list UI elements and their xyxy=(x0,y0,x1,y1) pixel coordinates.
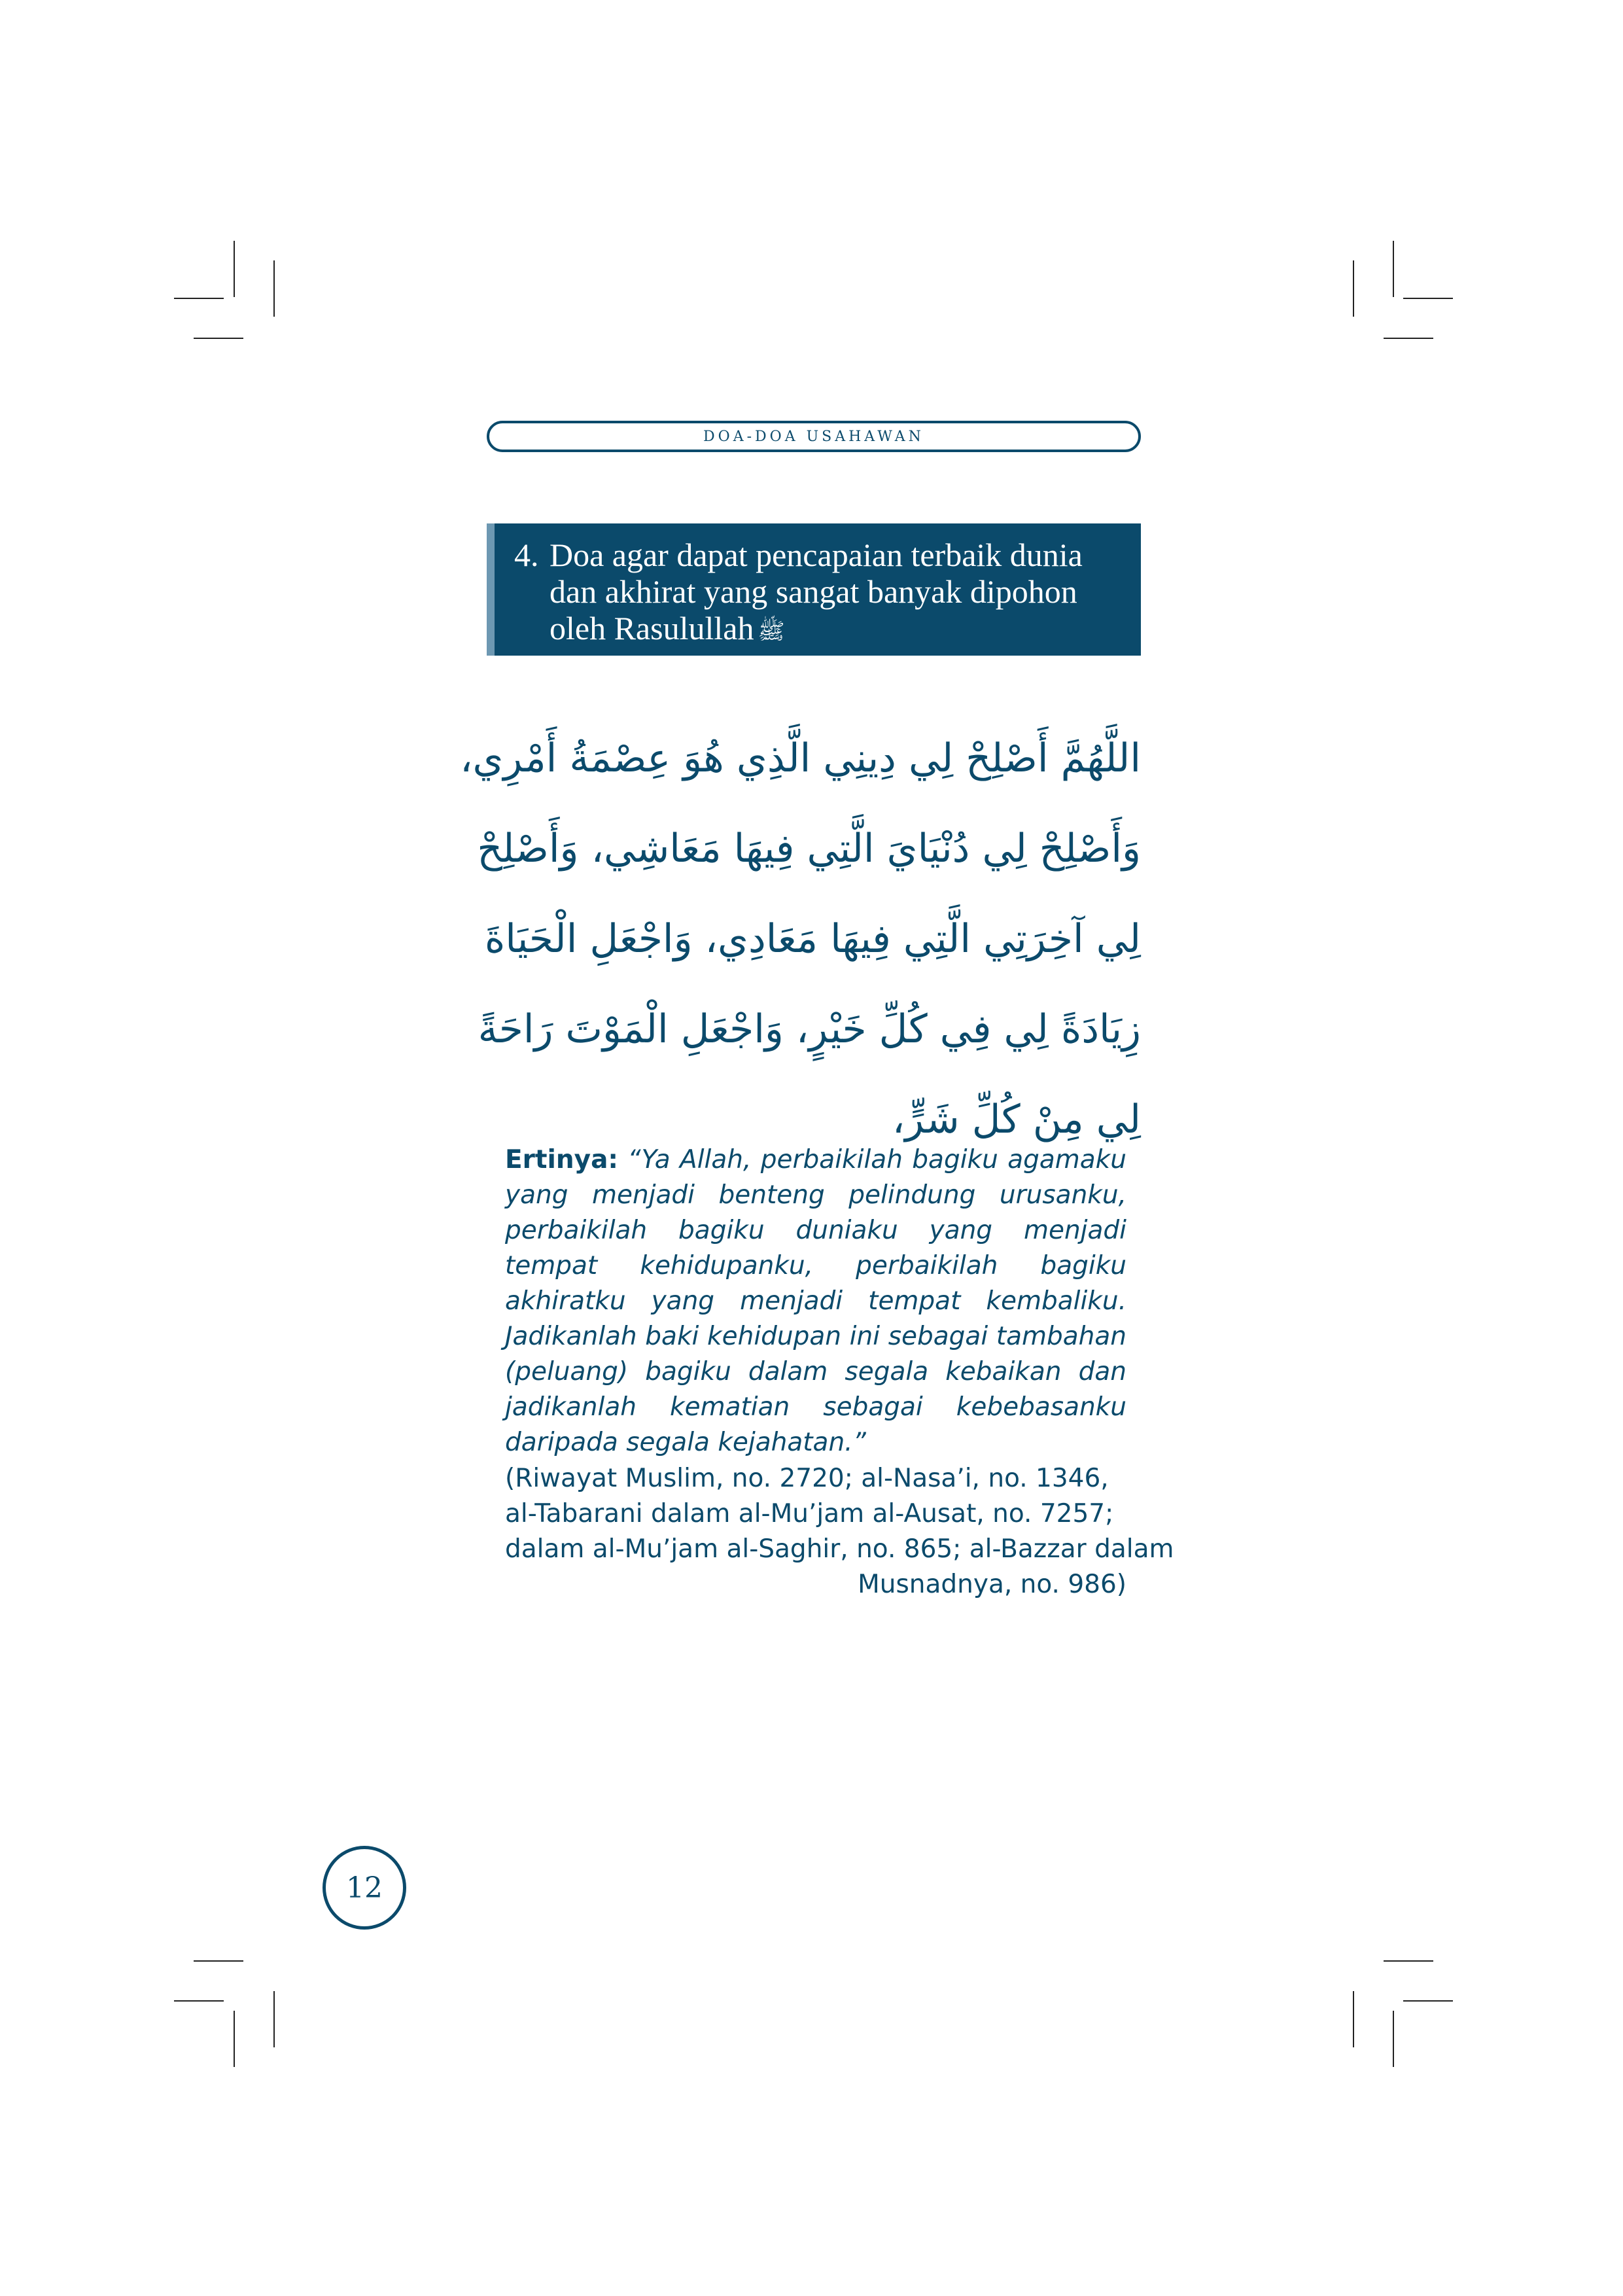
citation-line: Musnadnya, no. 986) xyxy=(858,1570,1126,1599)
citation-line: (Riwayat Muslim, no. 2720; al-Nasa’i, no. 1346, xyxy=(505,1464,1109,1493)
section-title xyxy=(495,523,1137,656)
translation-text: “Ya Allah, perbaikilah bagiku agamaku yang menjadi benteng pelindung urusanku, perbaikilah bagiku duniaku yang menjadi tempat kehidupanku, perbaikilah bagiku akhiratku yang menjadi tempat kembaliku. Jadikanlah baki kehidupan ini sebagai tambahan (peluang) bagiku dalam segala kebaikan dan jadikanlah kematian sebagai kebebasanku daripada segala kejahatan.” xyxy=(505,1145,1126,1457)
crop-mark xyxy=(273,260,275,317)
arabic-line: لِي آخِرَتِي الَّتِي فِيهَا مَعَادِي، وَاجْعَلِ الْحَيَاةَ xyxy=(484,916,1141,962)
arabic-prayer xyxy=(460,713,1141,1165)
translation-label: Ertinya: xyxy=(505,1145,618,1174)
crop-mark xyxy=(1403,298,1453,299)
arabic-line: وَأَصْلِحْ لِي دُنْيَايَ الَّتِي فِيهَا مَعَاشِي، وَأَصْلِحْ xyxy=(477,826,1141,872)
citation-line: al-Tabarani dalam al-Mu’jam al-Ausat, no. 7257; xyxy=(505,1499,1114,1528)
crop-mark xyxy=(1393,2011,1394,2067)
crop-mark xyxy=(1353,260,1354,317)
crop-mark xyxy=(194,338,243,339)
honorific-icon: ﷺ xyxy=(758,619,785,644)
crop-mark xyxy=(1353,1991,1354,2047)
crop-mark xyxy=(1384,1960,1433,1962)
crop-mark xyxy=(194,1960,243,1962)
arabic-line: لِي مِنْ كُلِّ شَرٍّ، xyxy=(892,1097,1141,1142)
crop-mark xyxy=(234,2011,235,2067)
section-title-label: Doa agar dapat pencapaian terbaik dunia dan akhirat yang sangat banyak dipohon oleh Rasulullah xyxy=(550,537,1083,646)
title-accent-stripe xyxy=(487,523,495,656)
crop-mark xyxy=(174,298,224,299)
citation xyxy=(505,1461,1174,1602)
crop-mark xyxy=(273,1991,275,2047)
page-number-badge xyxy=(323,1846,406,1930)
crop-mark xyxy=(234,241,235,297)
running-header xyxy=(487,421,1141,452)
section-number: 4. xyxy=(514,537,539,573)
crop-mark xyxy=(1393,241,1394,297)
page-number: 12 xyxy=(346,1871,383,1905)
section-title-text xyxy=(550,537,1125,650)
citation-line: dalam al-Mu’jam al-Saghir, no. 865; al-Bazzar dalam xyxy=(505,1534,1174,1564)
crop-mark xyxy=(1384,338,1433,339)
running-header-title: DOA-DOA USAHAWAN xyxy=(703,428,924,445)
arabic-line: اللَّهُمَّ أَصْلِحْ لِي دِينِي الَّذِي هُوَ عِصْمَةُ أَمْرِي، xyxy=(460,735,1141,781)
crop-mark xyxy=(1403,2000,1453,2002)
section-title-box xyxy=(487,523,1141,656)
arabic-line: زِيَادَةً لِي فِي كُلِّ خَيْرٍ، وَاجْعَلِ الْمَوْتَ رَاحَةً xyxy=(478,1006,1141,1052)
crop-mark xyxy=(174,2000,224,2002)
translation-paragraph xyxy=(505,1142,1126,1460)
